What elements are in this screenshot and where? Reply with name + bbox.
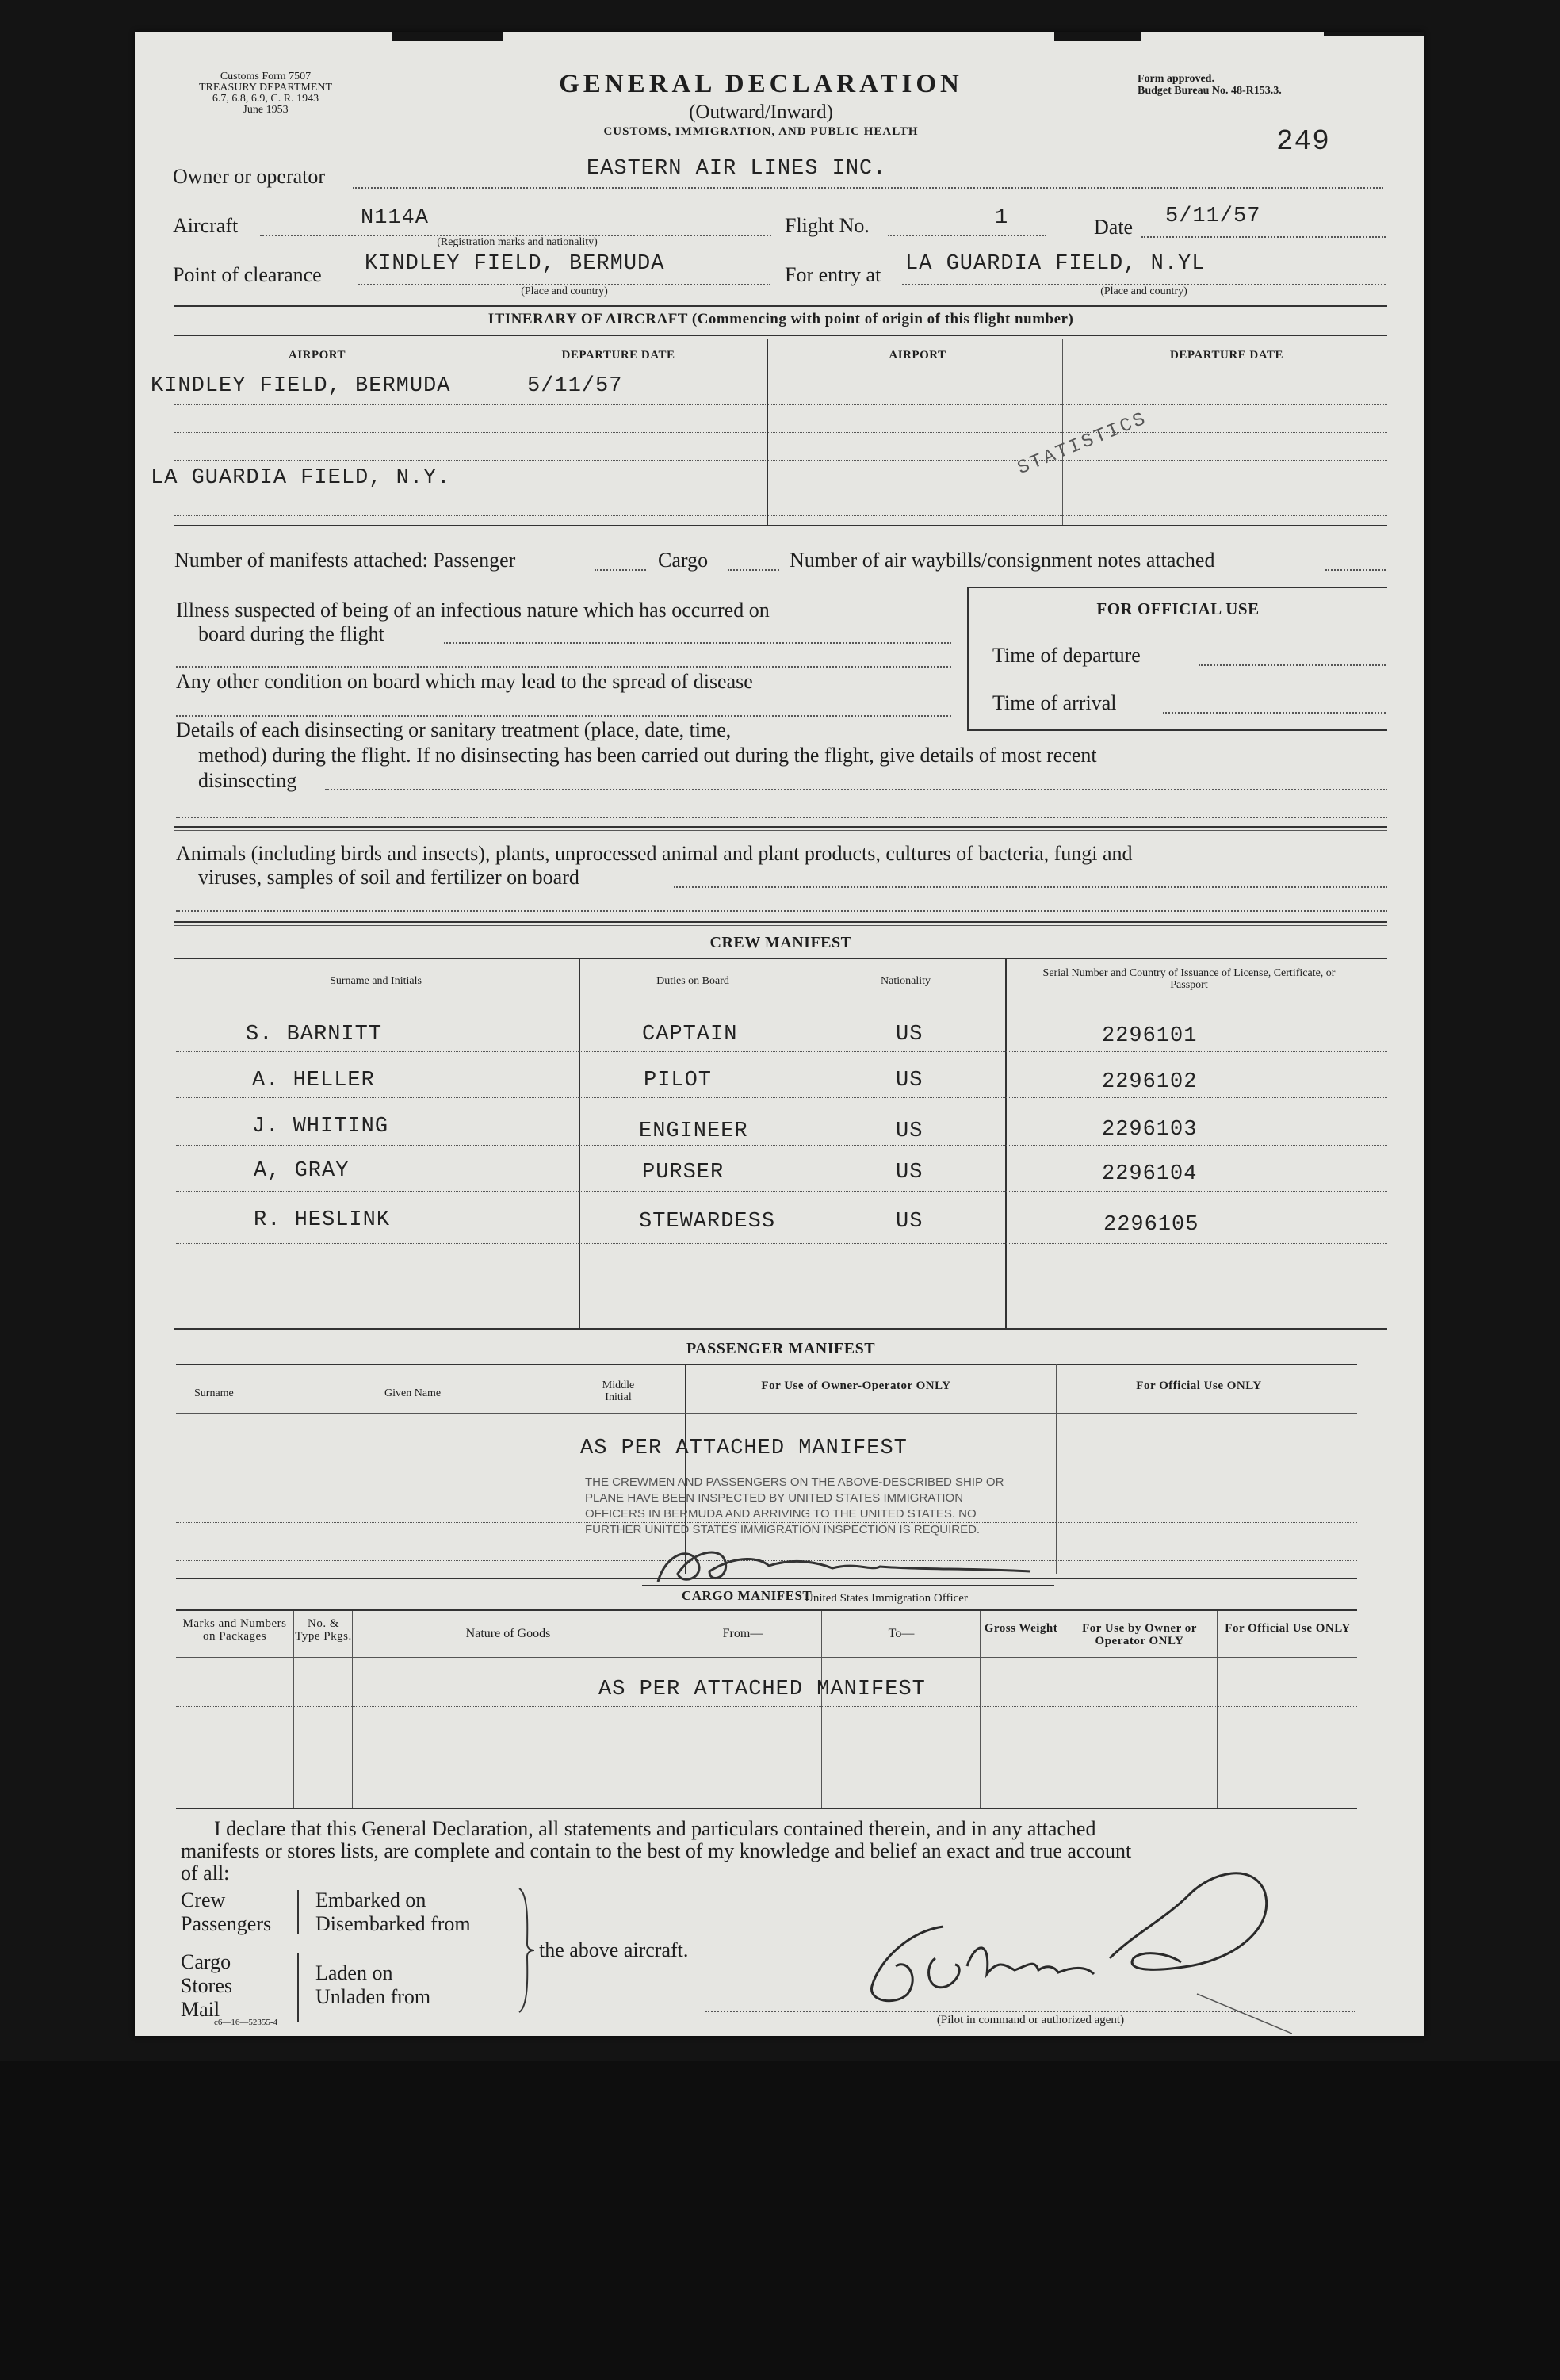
animals-line bbox=[674, 886, 1387, 888]
page-number: 249 bbox=[1276, 125, 1330, 158]
form-subtitle: (Outward/Inward) bbox=[689, 101, 833, 123]
crew-serial: 2296105 bbox=[1103, 1213, 1199, 1237]
disinsect-line bbox=[176, 817, 1387, 818]
date-line bbox=[1141, 236, 1386, 238]
brace-icon bbox=[515, 1887, 539, 2014]
pilot-signature-line bbox=[705, 2011, 1355, 2012]
passenger-col-middle: Middle Initial bbox=[602, 1379, 635, 1403]
unladen-label: Unladen from bbox=[315, 1985, 431, 2008]
manifests-label: Number of manifests attached: Passenger bbox=[174, 549, 516, 572]
aircraft-label: Aircraft bbox=[173, 214, 239, 237]
passengers-label: Passengers bbox=[181, 1912, 272, 1935]
scanner-background bbox=[0, 2061, 1560, 2380]
form-title: GENERAL DECLARATION bbox=[559, 70, 963, 98]
stamp-line: PLANE HAVE BEEN INSPECTED BY UNITED STATES IMMIGRATION bbox=[585, 1491, 964, 1505]
rule bbox=[174, 335, 1387, 336]
itinerary-title: ITINERARY OF AIRCRAFT (Commencing with point of origin of this flight number) bbox=[488, 311, 1074, 327]
time-arrival-label: Time of arrival bbox=[992, 691, 1117, 714]
rule bbox=[174, 830, 1387, 831]
crew-serial: 2296104 bbox=[1102, 1162, 1198, 1186]
cargo-col-nature: Nature of Goods bbox=[465, 1627, 551, 1640]
itinerary-row-1-date: 5/11/57 bbox=[527, 374, 623, 398]
form-identifier bbox=[166, 71, 365, 116]
itinerary-row-1-airport: KINDLEY FIELD, BERMUDA bbox=[151, 374, 451, 398]
crew-duty: CAPTAIN bbox=[642, 1023, 738, 1047]
manifests-cargo: Cargo bbox=[658, 549, 709, 572]
row-line bbox=[174, 460, 1387, 461]
entry-label: For entry at bbox=[785, 263, 881, 286]
passenger-title: PASSENGER MANIFEST bbox=[686, 1340, 876, 1357]
form-id-line: June 1953 bbox=[243, 104, 289, 116]
clearance-label: Point of clearance bbox=[173, 263, 322, 286]
crew-name: A, GRAY bbox=[254, 1159, 350, 1183]
torn-edge bbox=[1054, 32, 1141, 41]
passenger-col-owner: For Use of Owner-Operator ONLY bbox=[761, 1379, 951, 1392]
entry-value: LA GUARDIA FIELD, N.YL bbox=[905, 252, 1206, 276]
cargo-label: Cargo bbox=[181, 1950, 231, 1973]
itinerary-row-2-airport: LA GUARDIA FIELD, N.Y. bbox=[151, 466, 451, 490]
owner-label: Owner or operator bbox=[173, 165, 326, 188]
crew-title: CREW MANIFEST bbox=[709, 934, 852, 951]
animals-text-1: Animals (including birds and insects), plants, unprocessed animal and plant products, cultures of bacteria, fungi and bbox=[176, 842, 1133, 865]
rule bbox=[174, 921, 1387, 923]
rule bbox=[174, 925, 1387, 926]
manifests-line bbox=[728, 569, 779, 571]
rule bbox=[174, 1328, 1387, 1330]
declaration-line-2: manifests or stores lists, are complete and contain to the best of my knowledge and belief an exact and true account bbox=[181, 1839, 1132, 1862]
cargo-col-no: No. & Type Pkgs. bbox=[295, 1617, 352, 1643]
crew-name: R. HESLINK bbox=[254, 1208, 391, 1232]
crew-col-serial: Serial Number and Country of Issuance of License, Certificate, or Passport bbox=[1042, 967, 1336, 991]
declaration-line-3: of all: bbox=[181, 1862, 230, 1884]
itinerary-col-departure-2: DEPARTURE DATE bbox=[1169, 349, 1283, 362]
itinerary-col-airport-2: AIRPORT bbox=[889, 349, 946, 362]
place-note-2: (Place and country) bbox=[1100, 285, 1187, 297]
form-subtitle-2: CUSTOMS, IMMIGRATION, AND PUBLIC HEALTH bbox=[603, 125, 919, 138]
time-departure-label: Time of departure bbox=[992, 644, 1141, 667]
owner-value: EASTERN AIR LINES INC. bbox=[587, 157, 887, 181]
itinerary-col-airport: AIRPORT bbox=[288, 349, 346, 362]
pilot-label: (Pilot in command or authorized agent) bbox=[936, 2014, 1125, 2026]
col-divider bbox=[980, 1611, 981, 1809]
cargo-col-owner: For Use by Owner or Operator ONLY bbox=[1082, 1622, 1197, 1647]
flight-label: Flight No. bbox=[785, 214, 870, 237]
official-use-box bbox=[967, 587, 1387, 731]
crew-serial: 2296102 bbox=[1102, 1070, 1198, 1094]
waybills-line bbox=[1325, 569, 1386, 571]
cargo-col-from: From— bbox=[722, 1627, 763, 1640]
animals-text-2: viruses, samples of soil and fertilizer on board bbox=[198, 866, 579, 889]
crew-nationality: US bbox=[896, 1161, 923, 1184]
illness-text-1: Illness suspected of being of an infectious nature which has occurred on bbox=[176, 599, 770, 622]
time-arrival-line bbox=[1163, 712, 1386, 714]
rule bbox=[174, 958, 1387, 959]
row-line bbox=[176, 1145, 1387, 1146]
crew-serial: 2296103 bbox=[1102, 1118, 1198, 1142]
crew-nationality: US bbox=[896, 1069, 923, 1092]
passenger-col-surname: Surname bbox=[194, 1387, 234, 1399]
date-value: 5/11/57 bbox=[1165, 205, 1261, 228]
passenger-col-official: For Official Use ONLY bbox=[1136, 1379, 1262, 1392]
cargo-col-official: For Official Use ONLY bbox=[1225, 1622, 1351, 1635]
crew-duty: ENGINEER bbox=[639, 1119, 748, 1143]
date-label: Date bbox=[1094, 216, 1134, 239]
col-divider bbox=[352, 1611, 353, 1809]
manifests-line bbox=[595, 569, 646, 571]
cargo-col-to: To— bbox=[888, 1627, 915, 1640]
crew-serial: 2296101 bbox=[1102, 1024, 1198, 1048]
crew-duty: STEWARDESS bbox=[639, 1210, 776, 1234]
waybills-label: Number of air waybills/consignment notes attached bbox=[790, 549, 1215, 572]
disembarked-label: Disembarked from bbox=[315, 1912, 471, 1935]
brace-line bbox=[297, 1953, 299, 2022]
cargo-value: AS PER ATTACHED MANIFEST bbox=[598, 1678, 926, 1701]
other-condition-text: Any other condition on board which may lead to the spread of disease bbox=[176, 670, 753, 693]
owner-line bbox=[353, 187, 1383, 189]
declaration-line-1: I declare that this General Declaration, all statements and particulars contained therein, and in any attached bbox=[214, 1817, 1096, 1840]
row-line bbox=[176, 1097, 1387, 1098]
row-line bbox=[174, 515, 1387, 516]
row-line bbox=[176, 1243, 1387, 1244]
itinerary-col-departure: DEPARTURE DATE bbox=[561, 349, 675, 362]
illness-line bbox=[444, 642, 951, 644]
aircraft-value: N114A bbox=[361, 206, 430, 230]
rule bbox=[174, 525, 1387, 526]
crew-col-duty: Duties on Board bbox=[656, 975, 729, 987]
statistics-stamp: STATISTICS bbox=[1015, 408, 1151, 480]
immigration-officer-signature bbox=[634, 1538, 1062, 1594]
crew-nationality: US bbox=[896, 1023, 923, 1047]
illness-line bbox=[176, 666, 951, 668]
clearance-value: KINDLEY FIELD, BERMUDA bbox=[365, 252, 665, 276]
torn-edge bbox=[1324, 32, 1424, 36]
approval-line: Form approved. bbox=[1138, 73, 1214, 85]
illness-text-2: board during the flight bbox=[198, 622, 384, 645]
official-use-title: FOR OFFICIAL USE bbox=[1096, 599, 1260, 618]
crew-name: S. BARNITT bbox=[246, 1023, 383, 1047]
flight-line bbox=[888, 235, 1046, 236]
cargo-title: CARGO MANIFEST bbox=[682, 1588, 812, 1603]
embarked-label: Embarked on bbox=[315, 1888, 426, 1911]
animals-line bbox=[176, 910, 1387, 912]
pilot-signature bbox=[848, 1847, 1292, 2038]
row-line bbox=[174, 404, 1387, 405]
passenger-value: AS PER ATTACHED MANIFEST bbox=[580, 1437, 908, 1460]
row-line bbox=[176, 1191, 1387, 1192]
rule bbox=[176, 1364, 1357, 1365]
above-aircraft-label: the above aircraft. bbox=[539, 1938, 689, 1961]
crew-name: A. HELLER bbox=[252, 1069, 375, 1092]
crew-col-nationality: Nationality bbox=[881, 975, 931, 987]
disinsect-line bbox=[325, 789, 1387, 790]
disinsect-text-3: disinsecting bbox=[198, 769, 297, 792]
rule bbox=[176, 1609, 1357, 1611]
crew-name: J. WHITING bbox=[252, 1115, 389, 1138]
rule bbox=[174, 305, 1387, 307]
mail-label: Mail bbox=[181, 1998, 220, 2021]
footer-code: c6—16—52355-4 bbox=[214, 2018, 278, 2027]
rule bbox=[174, 826, 1387, 828]
crew-nationality: US bbox=[896, 1119, 923, 1143]
registration-note: (Registration marks and nationality) bbox=[437, 236, 598, 248]
brace-line bbox=[297, 1890, 299, 1934]
rule bbox=[176, 1808, 1357, 1809]
col-divider bbox=[579, 959, 580, 1328]
stamp-line: FURTHER UNITED STATES IMMIGRATION INSPECTION IS REQUIRED. bbox=[585, 1523, 981, 1536]
form-id-line: 6.7, 6.8, 6.9, C. R. 1943 bbox=[212, 93, 319, 105]
passenger-col-given: Given Name bbox=[384, 1387, 442, 1399]
officer-label: United States Immigration Officer bbox=[805, 1592, 968, 1605]
row-line bbox=[176, 1706, 1357, 1707]
flight-value: 1 bbox=[995, 206, 1009, 230]
stamp-line: OFFICERS IN BERMUDA AND ARRIVING TO THE UNITED STATES. NO bbox=[585, 1507, 977, 1521]
form-id-line: TREASURY DEPARTMENT bbox=[198, 82, 333, 94]
declaration-form bbox=[135, 32, 1424, 2036]
approval-note bbox=[1138, 73, 1391, 97]
rule bbox=[176, 1578, 1357, 1579]
col-divider bbox=[1005, 959, 1007, 1328]
place-note: (Place and country) bbox=[521, 285, 608, 297]
cargo-col-weight: Gross Weight bbox=[984, 1622, 1058, 1635]
crew-nationality: US bbox=[896, 1210, 923, 1234]
col-divider bbox=[1217, 1611, 1218, 1809]
crew-duty: PILOT bbox=[644, 1069, 713, 1092]
laden-label: Laden on bbox=[315, 1961, 393, 1984]
col-divider bbox=[821, 1611, 822, 1809]
rule bbox=[176, 1657, 1357, 1658]
torn-edge bbox=[392, 32, 503, 41]
disinsect-text-1: Details of each disinsecting or sanitary treatment (place, date, time, bbox=[176, 718, 732, 741]
other-line bbox=[176, 715, 951, 717]
stamp-line: THE CREWMEN AND PASSENGERS ON THE ABOVE-DESCRIBED SHIP OR bbox=[585, 1475, 1004, 1489]
crew-col-name: Surname and Initials bbox=[330, 975, 422, 987]
cargo-col-marks: Marks and Numbers on Packages bbox=[182, 1617, 287, 1643]
immigration-stamp bbox=[585, 1475, 1092, 1538]
rule bbox=[176, 1413, 1357, 1414]
disinsect-text-2: method) during the flight. If no disinsecting has been carried out during the flight, give details of most recent bbox=[198, 744, 1097, 767]
crew-label: Crew bbox=[181, 1888, 226, 1911]
time-departure-line bbox=[1199, 664, 1386, 666]
row-line bbox=[174, 432, 1387, 433]
approval-line: Budget Bureau No. 48-R153.3. bbox=[1138, 85, 1282, 97]
row-line bbox=[176, 1051, 1387, 1052]
stores-label: Stores bbox=[181, 1974, 232, 1997]
form-id-line: Customs Form 7507 bbox=[220, 71, 312, 82]
col-divider bbox=[293, 1611, 294, 1809]
crew-duty: PURSER bbox=[642, 1161, 725, 1184]
